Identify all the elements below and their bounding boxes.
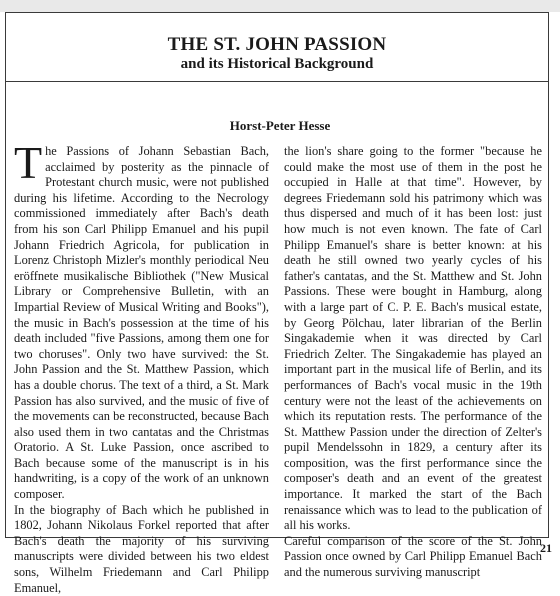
title-box xyxy=(5,12,549,82)
author-name: Horst-Peter Hesse xyxy=(229,118,331,133)
page-number: 21 xyxy=(540,541,552,555)
right-column xyxy=(284,144,542,580)
left-paragraph-1 xyxy=(14,137,269,503)
left-paragraph-2: In the biography of Bach which he published in 1802, Johann Nikolaus Forkel reported that after Bach's death the majority of his surviving manuscripts were divided between his two eldest sons, Wilhelm Friedemann and Carl Philipp Emanuel, xyxy=(14,502,269,595)
left-column xyxy=(14,137,269,595)
left-paragraph-1-text: he Passions of Johann Sebastian Bach, acclaimed by posterity as the pinnacle of Protestant church music, were not published during his lifetime. According to the Necrology commissioned immediately after Bach's death from his son Carl Philipp Emanuel and his pupil Johann Friedrich Agricola, for publication in Lorenz Christoph Mizler's monthly periodical Neu eröffnete musikalische Bibliothek ("New Musical Library or Comprehensive Bulletin, with an Impartial Review of Musical Writing and Books"), the music in Bach's possession at the time of his death included "five Passions, among them one for two choruses". Only two have survived: the St. John Passion and the St. Matthew Passion, which has a double chorus. The text of a third, a St. Mark Passion has also survived, and the music of five of the movements can be reconstructed, because Bach also used them in two cantatas and the Christmas Oratorio. A St. Luke Passion, once ascribed to Bach because some of the manuscript is in his handwriting, is a copy of the work of an unknown composer. xyxy=(14,144,269,502)
page-subtitle: and its Historical Background xyxy=(180,56,374,72)
right-paragraph-2: Careful comparison of the score of the St. John Passion once owned by Carl Philipp Emanuel Bach and the numerous surviving manuscript xyxy=(284,533,542,580)
page-title: THE ST. JOHN PASSION xyxy=(167,34,387,55)
scan-edge xyxy=(0,0,560,12)
right-paragraph-1: the lion's share going to the former "because he could make the most use of them in the post he occupied in Halle at that time". However, by degrees Friedemann sold his patrimony which was thus dispersed and much of it has been lost: just how much is not even known. The fate of Carl Philipp Emanuel's share is better known: at his death he still owned two yearly cycles of his father's cantatas, and the St. Matthew and St. John Passions. These were bought in Hamburg, along with a large part of C. P. E. Bach's musical estate, by Georg Pölchau, later librarian of the Berlin Singakademie when it was directed by Carl Friedrich Zelter. The Singakademie has played an important part in the musical life of Berlin, and its performances of Bach's vocal music in the 19th century were not the least of the achievements on which its reputation rests. The performance of the St. Matthew Passion under the direction of Zelter's pupil Mendelssohn in 1829, a century after its composition, was the first performance since the composer's death and an event of the greatest importance. It marked the start of the Bach renaissance which was to lead to the publication of all his works. xyxy=(284,144,542,533)
drop-cap: T xyxy=(14,137,43,188)
